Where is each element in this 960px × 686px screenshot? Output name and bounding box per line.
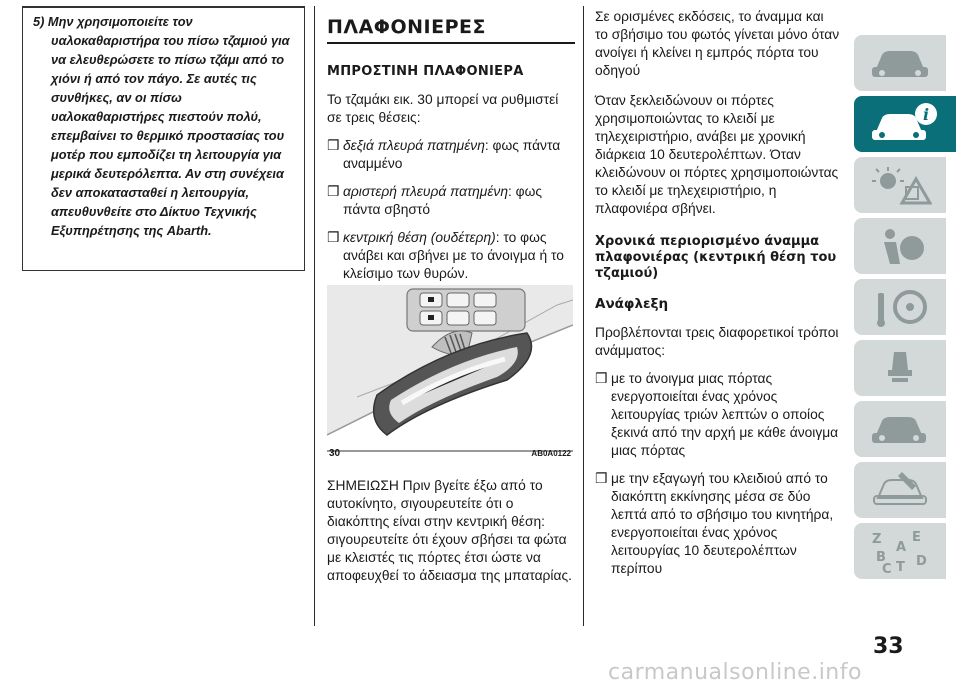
section-title: ΠΛΑΦΟΝΙΕΡΕΣ <box>327 16 575 44</box>
ceiling-light-figure <box>327 285 573 463</box>
note-paragraph: ΣΗΜΕΙΩΣΗ Πριν βγείτε έξω από το αυτοκίνητο, σιγουρευτείτε ότι ο διακόπτης είναι στην κεντρική θέση: σιγουρευτείτε ότι έχουν σβήσει τα φώτα με κλειστές τις πόρτες έτσι ώστε να αποφευχθεί το άδειασμα της μπαταρίας. <box>327 478 572 583</box>
timed-lighting-section <box>595 8 840 578</box>
bullet-checkbox-icon: ❒ <box>327 230 340 245</box>
tab-airbag[interactable] <box>854 218 946 274</box>
column-divider-1 <box>314 6 315 626</box>
intro-paragraph: Το τζαμάκι εικ. 30 μπορεί να ρυθμιστεί σε τρεις θέσεις: <box>327 92 559 125</box>
steering-wheel-icon <box>868 285 932 329</box>
position-desc: : φως πάντα σβηστό <box>343 184 543 217</box>
versions-paragraph: Σε ορισμένες εκδόσεις, το άναμμα και το σβήσιμο του φωτός γίνεται μόνο όταν ανοίγει ή κλείνει η εμπρός πόρτα του οδηγού <box>595 9 840 78</box>
car-breakdown-icon <box>868 407 932 451</box>
warning-lights-icon <box>868 163 932 207</box>
mode-item-key <box>595 470 840 578</box>
figure-number: 30 <box>329 448 341 459</box>
timed-lighting-heading: Χρονικά περιορισμένο άναμμα πλαφονιέρας (κεντρική θέση του τζαμιού) <box>595 234 837 281</box>
index-letter: A <box>896 540 907 555</box>
ceiling-light-illustration <box>327 285 573 463</box>
tab-steering-wheel[interactable] <box>854 279 946 335</box>
bullet-checkbox-icon: ❒ <box>327 184 340 199</box>
svg-text:i: i <box>922 105 930 124</box>
position-desc: : το φως ανάβει και σβήνει με το άνοιγμα ή το κλείσιμο των θυρών. <box>343 230 564 281</box>
bullet-checkbox-icon: ❒ <box>327 138 340 153</box>
bullet-checkbox-icon: ❒ <box>595 471 608 486</box>
index-letter: Z <box>872 532 882 547</box>
ceiling-lights-section <box>327 16 575 283</box>
remote-key-paragraph: Όταν ξεκλειδώνουν οι πόρτες χρησιμοποιώντας το κλειδί με τηλεχειριστήριο, ανάβει με χρονική διάρκεια 10 δευτερολέπτων. Όταν κλειδώνουν οι πόρτες χρησιμοποιώντας το κλειδί με τηλεχειριστήριο, η πλαφονιέρα σβήνει. <box>595 93 839 216</box>
tab-index[interactable] <box>854 523 946 579</box>
warning-box <box>22 6 305 271</box>
ignition-heading: Ανάφλεξη <box>595 296 669 312</box>
position-label: κεντρική θέση (ουδέτερη) <box>343 230 496 245</box>
index-icon <box>868 527 932 575</box>
index-letter: D <box>916 554 927 569</box>
figure-code: AB0A0122 <box>531 449 571 458</box>
tab-car-breakdown[interactable] <box>854 401 946 457</box>
index-letter: B <box>876 550 886 565</box>
position-item-center <box>327 229 575 283</box>
mode-item-door <box>595 370 840 460</box>
airbag-icon <box>868 224 932 268</box>
tab-car-lights[interactable] <box>854 35 946 91</box>
warning-text: 5) Μην χρησιμοποιείτε τον υαλοκαθαριστήρα του πίσω τζαμιού για να ελευθερώσετε το πίσω τζάμι από το χιόνι ή από τον πάγο. Σε αυτές τις συνθήκες, αν οι πίσω υαλοκαθαριστήρες πιεστούν πολύ, επεμβαίνει το θερμικό προστασίας του μοτέρ που εμποδίζει τη λειτουργία για μερικά δευτερόλεπτα. Αν στη συνέχεια δεν αποκατασταθεί η λειτουργία, απευθυνθείτε στο Δίκτυο Τεχνικής Εξυπηρέτησης της Abarth. <box>33 14 290 238</box>
index-letter: C <box>882 562 892 575</box>
bullet-checkbox-icon: ❒ <box>595 371 608 386</box>
index-letter: E <box>912 530 921 545</box>
specifications-icon <box>868 468 932 512</box>
tab-specifications[interactable] <box>854 462 946 518</box>
tab-warning-lights[interactable] <box>854 157 946 213</box>
chapter-tabs <box>854 35 956 584</box>
maintenance-icon <box>868 346 932 390</box>
mode-text: με την εξαγωγή του κλειδιού από το διακόπτη εκκίνησης μέσα σε δύο λεπτά από το σβήσιμο του κινητήρα, ενεργοποιείται ένας χρόνος λειτουργίας 10 δευτερολέπτων περίπου <box>611 471 834 576</box>
position-label: δεξιά πλευρά πατημένη <box>343 138 485 153</box>
position-item-right <box>327 137 575 173</box>
watermark: carmanualsonline.info <box>608 660 862 685</box>
car-lights-icon <box>868 43 932 83</box>
position-item-left <box>327 183 575 219</box>
tab-maintenance[interactable] <box>854 340 946 396</box>
tab-car-info[interactable] <box>854 96 956 152</box>
column-divider-2 <box>583 6 584 626</box>
index-letter: T <box>896 560 905 575</box>
position-desc: : φως πάντα αναμμένο <box>343 138 561 171</box>
mode-text: με το άνοιγμα μιας πόρτας ενεργοποιείται ένας χρόνος λειτουργίας τριών λεπτών ο οποίος ξεκινά από την αρχή με κάθε άνοιγμα μιας πόρτας <box>611 371 839 458</box>
page-number: 33 <box>873 634 904 659</box>
position-label: αριστερή πλευρά πατημένη <box>343 184 508 199</box>
section-subtitle: ΜΠΡΟΣΤΙΝΗ ΠΛΑΦΟΝΙΕΡΑ <box>327 64 524 79</box>
note-section <box>327 477 577 585</box>
modes-paragraph: Προβλέπονται τρεις διαφορετικοί τρόποι ανάμματος: <box>595 325 839 358</box>
car-info-icon <box>870 102 940 146</box>
